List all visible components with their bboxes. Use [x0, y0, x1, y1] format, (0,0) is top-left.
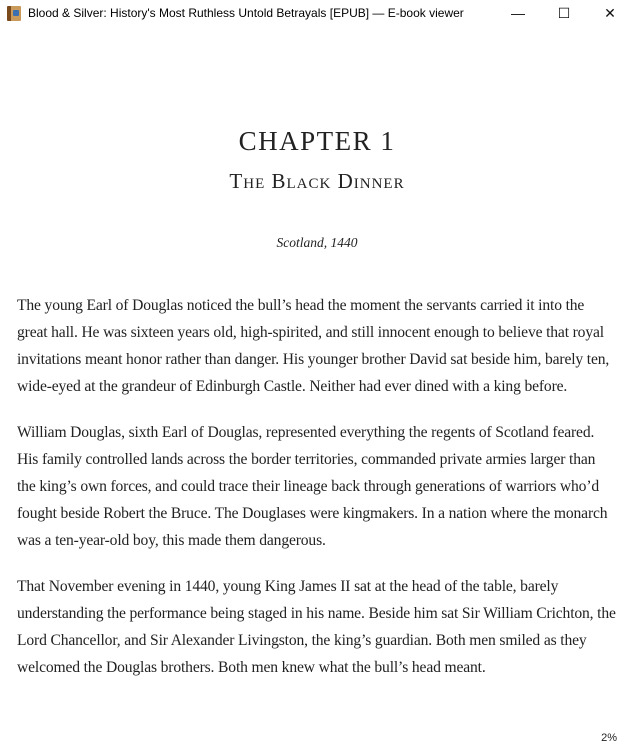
paragraph: That November evening in 1440, young King James II sat at the head of the table, barely understanding the performance being staged in his name. Beside him sat Sir William Crichton, the Lord Chancellor, and Sir Alexander Livingston, the king’s guardian. Both men smiled as they welcomed the Douglas brothers. Both men knew what the bull’s head meant.	[17, 578, 616, 676]
window-title: Blood & Silver: History's Most Ruthless Untold Betrayals [EPUB] — E-book viewer	[28, 6, 464, 20]
title-bar	[0, 0, 633, 26]
chapter-location: Scotland, 1440	[276, 235, 358, 250]
reading-progress: 2%	[601, 732, 617, 744]
close-button[interactable]: ✕	[604, 4, 616, 21]
book-icon	[7, 6, 21, 21]
chapter-number: CHAPTER 1	[238, 126, 396, 156]
maximize-button[interactable]: ☐	[557, 4, 571, 21]
chapter-title: The Black Dinner	[229, 169, 405, 193]
chapter-body	[17, 292, 617, 700]
paragraph: The young Earl of Douglas noticed the bull’s head the moment the servants carried it into the great hall. He was sixteen years old, high-spirited, and still innocent enough to believe that royal invitations meant honor rather than danger. His younger brother David sat beside him, barely ten, wide-eyed at the grandeur of Edinburgh Castle. Neither had ever dined with a king before.	[17, 297, 610, 395]
minimize-button[interactable]: —	[511, 5, 525, 21]
paragraph: William Douglas, sixth Earl of Douglas, represented everything the regents of Scotland feared. His family controlled lands across the border territories, commanded private armies larger than the king’s own forces, and could trace their lineage back through generations of warriors who’d fought beside Robert the Bruce. The Douglases were kingmakers. In a nation where the monarch was a ten-year-old boy, this made them dangerous.	[17, 424, 608, 549]
